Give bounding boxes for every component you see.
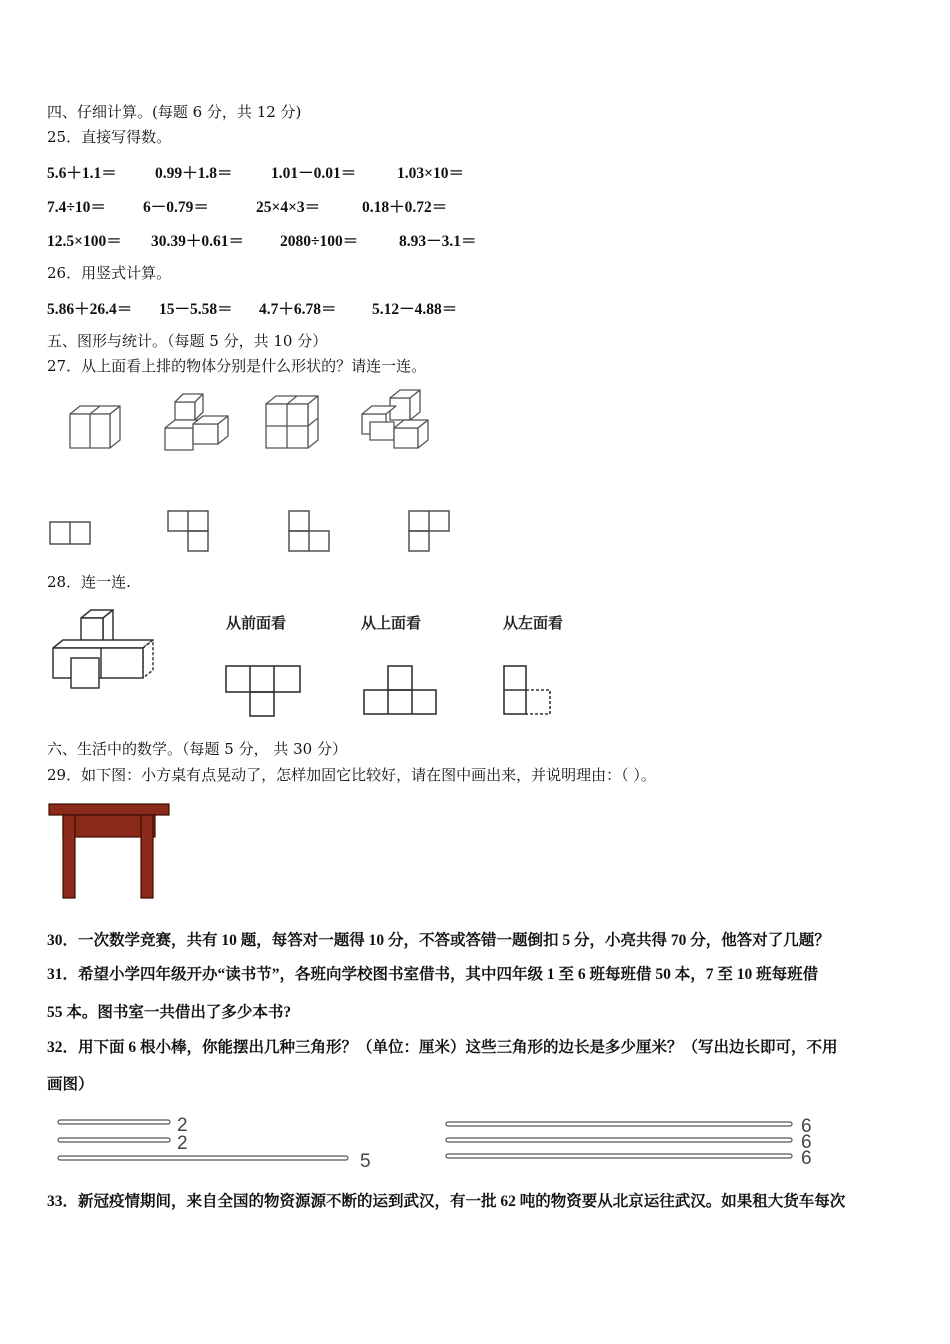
left-view-shape	[504, 666, 550, 714]
label-front-view: 从前面看	[226, 614, 287, 632]
calc-item: 0.18＋0.72＝	[362, 199, 448, 216]
calc-item: 1.03×10＝	[397, 165, 464, 182]
calc-item: 0.99＋1.8＝	[155, 165, 233, 182]
calc-item: 12.5×100＝	[47, 233, 122, 250]
stick	[58, 1156, 348, 1160]
q25-row-1	[0, 161, 950, 181]
q26-row	[0, 297, 950, 317]
question-32-line-2: 画图）	[47, 1076, 94, 1093]
solid-3	[266, 396, 318, 448]
front-view-shape	[226, 666, 300, 716]
solid-2	[165, 394, 228, 450]
stick-length: 6	[801, 1132, 812, 1153]
stick	[58, 1120, 170, 1124]
label-left-view: 从左面看	[503, 614, 564, 632]
top-view-shape	[364, 666, 436, 714]
question-30: 30．一次数学竞赛，共有 10 题，每答对一题得 10 分，不答或答错一题倒扣 5 分，小亮共得 70 分，他答对了几题？	[47, 932, 830, 949]
solid-1	[70, 406, 120, 448]
calc-item: 5.86＋26.4＝	[47, 301, 133, 318]
q28-views	[220, 660, 560, 720]
calc-item: 8.93－3.1＝	[399, 233, 477, 250]
q25-row-3	[0, 229, 950, 249]
calc-item: 5.6＋1.1＝	[47, 165, 117, 182]
q27-top-views	[40, 505, 460, 557]
stick-length: 6	[801, 1116, 812, 1137]
label-top-view: 从上面看	[361, 614, 422, 632]
calc-item: 7.4÷10＝	[47, 199, 106, 216]
stick-length: 2	[177, 1115, 188, 1136]
question-31-line-1: 31．希望小学四年级开办“读书节”，各班向学校图书室借书，其中四年级 1 至 6 班每班借 50 本，7 至 10 班每班借	[47, 966, 819, 983]
question-29: 29．如下图：小方桌有点晃动了，怎样加固它比较好，请在图中画出来，并说明理由：（ ）。	[47, 766, 656, 784]
top-view-3	[289, 511, 329, 551]
stick-length: 6	[801, 1148, 812, 1169]
top-view-2	[168, 511, 208, 551]
question-31-line-2: 55 本。图书室一共借出了多少本书?	[47, 1004, 292, 1021]
question-27: 27．从上面看上排的物体分别是什么形状的？请连一连。	[47, 357, 427, 375]
top-view-4	[409, 511, 449, 551]
table-leg-left	[63, 815, 75, 898]
solid-4	[362, 390, 428, 448]
calc-item: 6－0.79＝	[143, 199, 209, 216]
question-26: 26．用竖式计算。	[47, 264, 172, 282]
q32-sticks	[50, 1112, 830, 1172]
section-4-title: 四、仔细计算。(每题 6 分，共 12 分)	[47, 103, 302, 121]
q25-row-2	[0, 195, 950, 215]
calc-item: 2080÷100＝	[280, 233, 359, 250]
stick-length: 5	[360, 1151, 371, 1172]
stick	[446, 1122, 792, 1126]
question-32-line-1: 32．用下面 6 根小棒，你能摆出几种三角形？（单位：厘米）这些三角形的边长是多少厘米？（写出边长即可，不用	[47, 1039, 838, 1056]
calc-item: 5.12－4.88＝	[372, 301, 458, 318]
stick	[446, 1154, 792, 1158]
q29-table	[45, 800, 175, 902]
question-33: 33．新冠疫情期间，来自全国的物资源源不断的运到武汉，有一批 62 吨的物资要从北京运往武汉。如果租大货车每次	[47, 1193, 846, 1210]
q27-solids	[40, 384, 460, 456]
calc-item: 15－5.58＝	[159, 301, 233, 318]
section-5-title: 五、图形与统计。（每题 5 分，共 10 分）	[47, 332, 328, 350]
stick	[58, 1138, 170, 1142]
stick	[446, 1138, 792, 1142]
section-6-title: 六、生活中的数学。（每题 5 分， 共 30 分）	[47, 740, 347, 758]
question-25: 25．直接写得数。	[47, 128, 172, 146]
top-view-1	[50, 522, 90, 544]
calc-item: 4.7＋6.78＝	[259, 301, 337, 318]
table-leg-right	[141, 815, 153, 898]
calc-item: 1.01－0.01＝	[271, 165, 357, 182]
question-28: 28．连一连.	[47, 573, 131, 591]
table-top	[49, 804, 169, 815]
calc-item: 25×4×3＝	[256, 199, 321, 216]
calc-item: 30.39＋0.61＝	[151, 233, 245, 250]
q28-solid	[45, 606, 165, 692]
stick-length: 2	[177, 1133, 188, 1154]
